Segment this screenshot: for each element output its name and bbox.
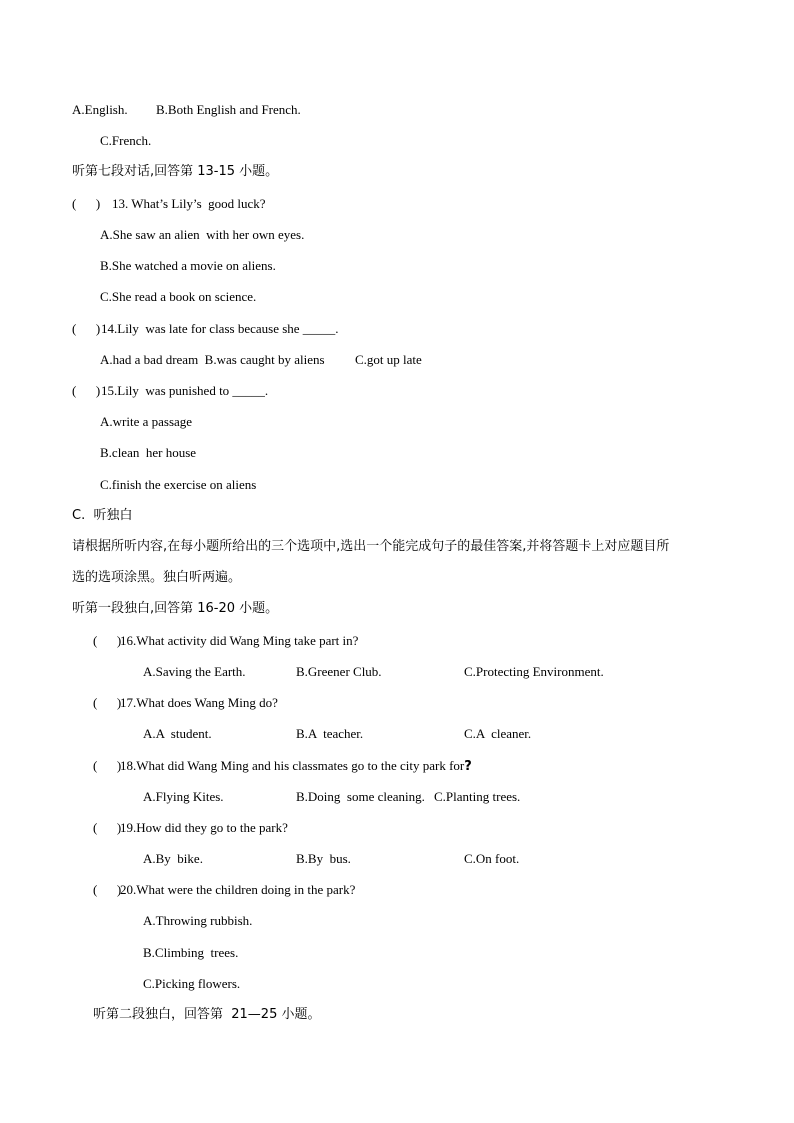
- monologue-two-heading: 听第二段独白，回答第 21—25 小题。: [93, 1007, 321, 1022]
- q14-answer-blank: ( ): [72, 321, 101, 336]
- q18-stem-wrap: [120, 758, 472, 775]
- q14-option-c: C.got up late: [355, 352, 422, 367]
- q16-option-c: C.Protecting Environment.: [464, 664, 604, 679]
- q20-option-a: A.Throwing rubbish.: [143, 913, 253, 928]
- q17-option-b: B.A teacher.: [296, 726, 364, 741]
- q15-option-c: C.finish the exercise on aliens: [100, 477, 257, 492]
- q13-stem: 13. What’s Lily’s good luck?: [112, 196, 266, 211]
- section-c-instructions-line2: 选的选项涂黑。独白听两遍。: [72, 570, 242, 585]
- q15-answer-blank: ( ): [72, 383, 101, 398]
- q20-option-c: C.Picking flowers.: [143, 976, 241, 991]
- q18-option-a: A.Flying Kites.: [143, 789, 224, 804]
- q19-answer-blank: ( ): [93, 820, 122, 835]
- q13-answer-blank: ( ): [72, 196, 101, 211]
- q13-option-b: B.She watched a movie on aliens.: [100, 258, 276, 273]
- q15-option-b: B.clean her house: [100, 445, 197, 460]
- q19-option-b: B.By bus.: [296, 851, 351, 866]
- q20-option-b: B.Climbing trees.: [143, 945, 239, 960]
- q12-option-b: B.Both English and French.: [156, 102, 301, 117]
- q13-option-c: C.She read a book on science.: [100, 289, 257, 304]
- q14-options-ab: A.had a bad dream B.was caught by aliens: [100, 352, 325, 367]
- q19-option-a: A.By bike.: [143, 851, 203, 866]
- q17-answer-blank: ( ): [93, 695, 122, 710]
- q18-option-b: B.Doing some cleaning.: [296, 789, 425, 804]
- q12-option-c: C.French.: [100, 133, 152, 148]
- monologue-one-heading: 听第一段独白,回答第 16-20 小题。: [72, 601, 279, 616]
- q20-stem: 20.What were the children doing in the park?: [120, 882, 356, 897]
- q13-option-a: A.She saw an alien with her own eyes.: [100, 227, 305, 242]
- q16-stem: 16.What activity did Wang Ming take part in?: [120, 633, 359, 648]
- q18-stem: 18.What did Wang Ming and his classmates go to the city park for: [120, 758, 465, 773]
- q18-answer-blank: ( ): [93, 758, 122, 773]
- q19-option-c: C.On foot.: [464, 851, 520, 866]
- q15-option-a: A.write a passage: [100, 414, 193, 429]
- q18-question-mark: ?: [464, 759, 472, 774]
- q15-stem: 15.Lily was punished to _____.: [101, 383, 269, 398]
- q16-option-b: B.Greener Club.: [296, 664, 382, 679]
- q20-answer-blank: ( ): [93, 882, 122, 897]
- q19-stem: 19.How did they go to the park?: [120, 820, 288, 835]
- q18-option-c: C.Planting trees.: [434, 789, 521, 804]
- section-c-instructions-line1: 请根据所听内容,在每小题所给出的三个选项中,选出一个能完成句子的最佳答案,并将答题卡上对应题目所: [72, 539, 670, 554]
- q17-stem: 17.What does Wang Ming do?: [120, 695, 278, 710]
- q16-option-a: A.Saving the Earth.: [143, 664, 246, 679]
- q12-option-a: A.English.: [72, 102, 128, 117]
- q14-stem: 14.Lily was late for class because she _____.: [101, 321, 339, 336]
- q17-option-a: A.A student.: [143, 726, 212, 741]
- section-seven-heading: 听第七段对话,回答第 13-15 小题。: [72, 164, 279, 179]
- q16-answer-blank: ( ): [93, 633, 122, 648]
- section-c-heading: C. 听独白: [72, 508, 133, 523]
- q17-option-c: C.A cleaner.: [464, 726, 532, 741]
